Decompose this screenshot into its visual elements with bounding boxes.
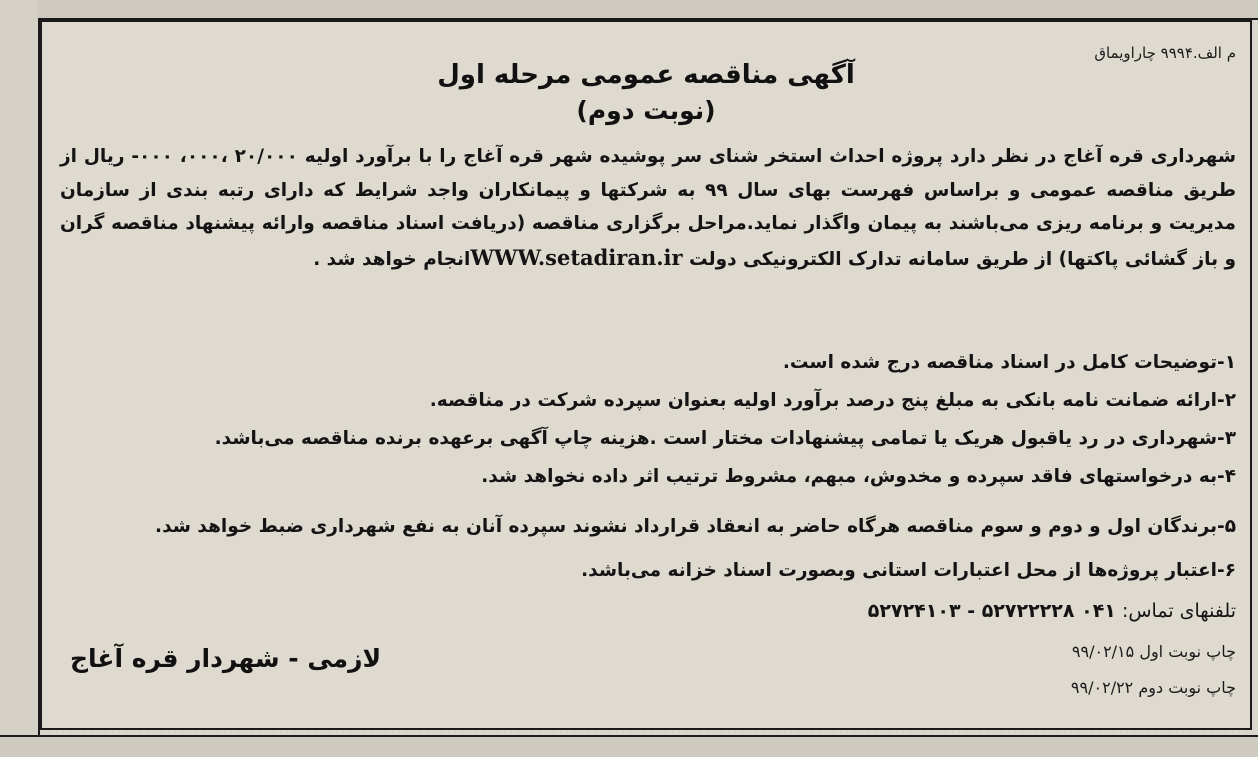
condition-item-4: ۴-به درخواستهای فاقد سپرده و مخدوش، مبهم، مشروط ترتیب اثر داده نخواهد شد. [481,466,1236,487]
notice-body [60,140,1236,276]
mayor-signature: لازمی - شهردار قره آغاج [70,644,382,673]
condition-item-3: ۳-شهرداری در رد یاقبول هریک یا تمامی پیشنهادات مختار است .هزینه چاپ آگهی برعهده برنده مناقصه می‌باشد. [214,428,1236,449]
print-date-second: چاپ نوبت دوم ۹۹/۰۲/۲۲ [1070,678,1236,697]
notice-body-main: شهرداری قره آغاج در نظر دارد پروژه احداث استخر شنای سر پوشیده شهر قره آغاج را با برآورد اولیه ۲۰/۰۰۰ ،۰۰۰، ۰۰۰- ریال از طریق مناقصه عمومی و براساس فهرست بهای سال ۹۹ به شرکتها و پیمانکاران واجد شرایط که دارای رتبه بندی از سازمان مدیریت و برنامه ریزی می‌باشند به پیمان واگذار نماید.مراحل برگزاری مناقصه (دریافت اسناد مناقصه وارائه پیشنهاد مناقصه گران و باز گشائی پاکتها) از طریق سامانه تدارک الکترونیکی دولت [60,146,1237,270]
condition-item-1: ۱-توضیحات کامل در اسناد مناقصه درج شده است. [782,352,1236,373]
website-link[interactable]: WWW.setadiran.ir [470,244,683,270]
tender-notice-box [40,20,1252,730]
notice-title: آگهی مناقصه عمومی مرحله اول [437,60,855,90]
notice-subtitle: (نوبت دوم) [576,96,716,125]
contact-phones [868,600,1236,622]
adjacent-column [0,0,40,755]
condition-item-2: ۲-ارائه ضمانت نامه بانکی به مبلغ پنج درصد برآورد اولیه بعنوان سپرده شرکت در مناقصه. [429,390,1236,411]
print-date-first: چاپ نوبت اول ۹۹/۰۲/۱۵ [1071,642,1236,661]
notice-body-end: انجام خواهد شد . [313,248,471,270]
phones-value: ۰۴۱ ۵۲۷۲۲۲۲۸ - ۵۲۷۲۴۱۰۳ [867,600,1116,622]
top-border-strip [38,0,1258,20]
bottom-border-strip [0,735,1258,757]
phones-label: تلفنهای تماس: [1121,600,1236,622]
condition-item-6: ۶-اعتبار پروژه‌ها از محل اعتبارات استانی وبصورت اسناد خزانه می‌باشد. [581,560,1236,581]
condition-item-5: ۵-برندگان اول و دوم و سوم مناقصه هرگاه حاضر به انعقاد قرارداد نشوند سپرده آنان به نفع شهرداری ضبط خواهد شد. [155,516,1236,537]
notice-reference: م الف.۹۹۹۴ چاراویماق [1094,44,1236,62]
